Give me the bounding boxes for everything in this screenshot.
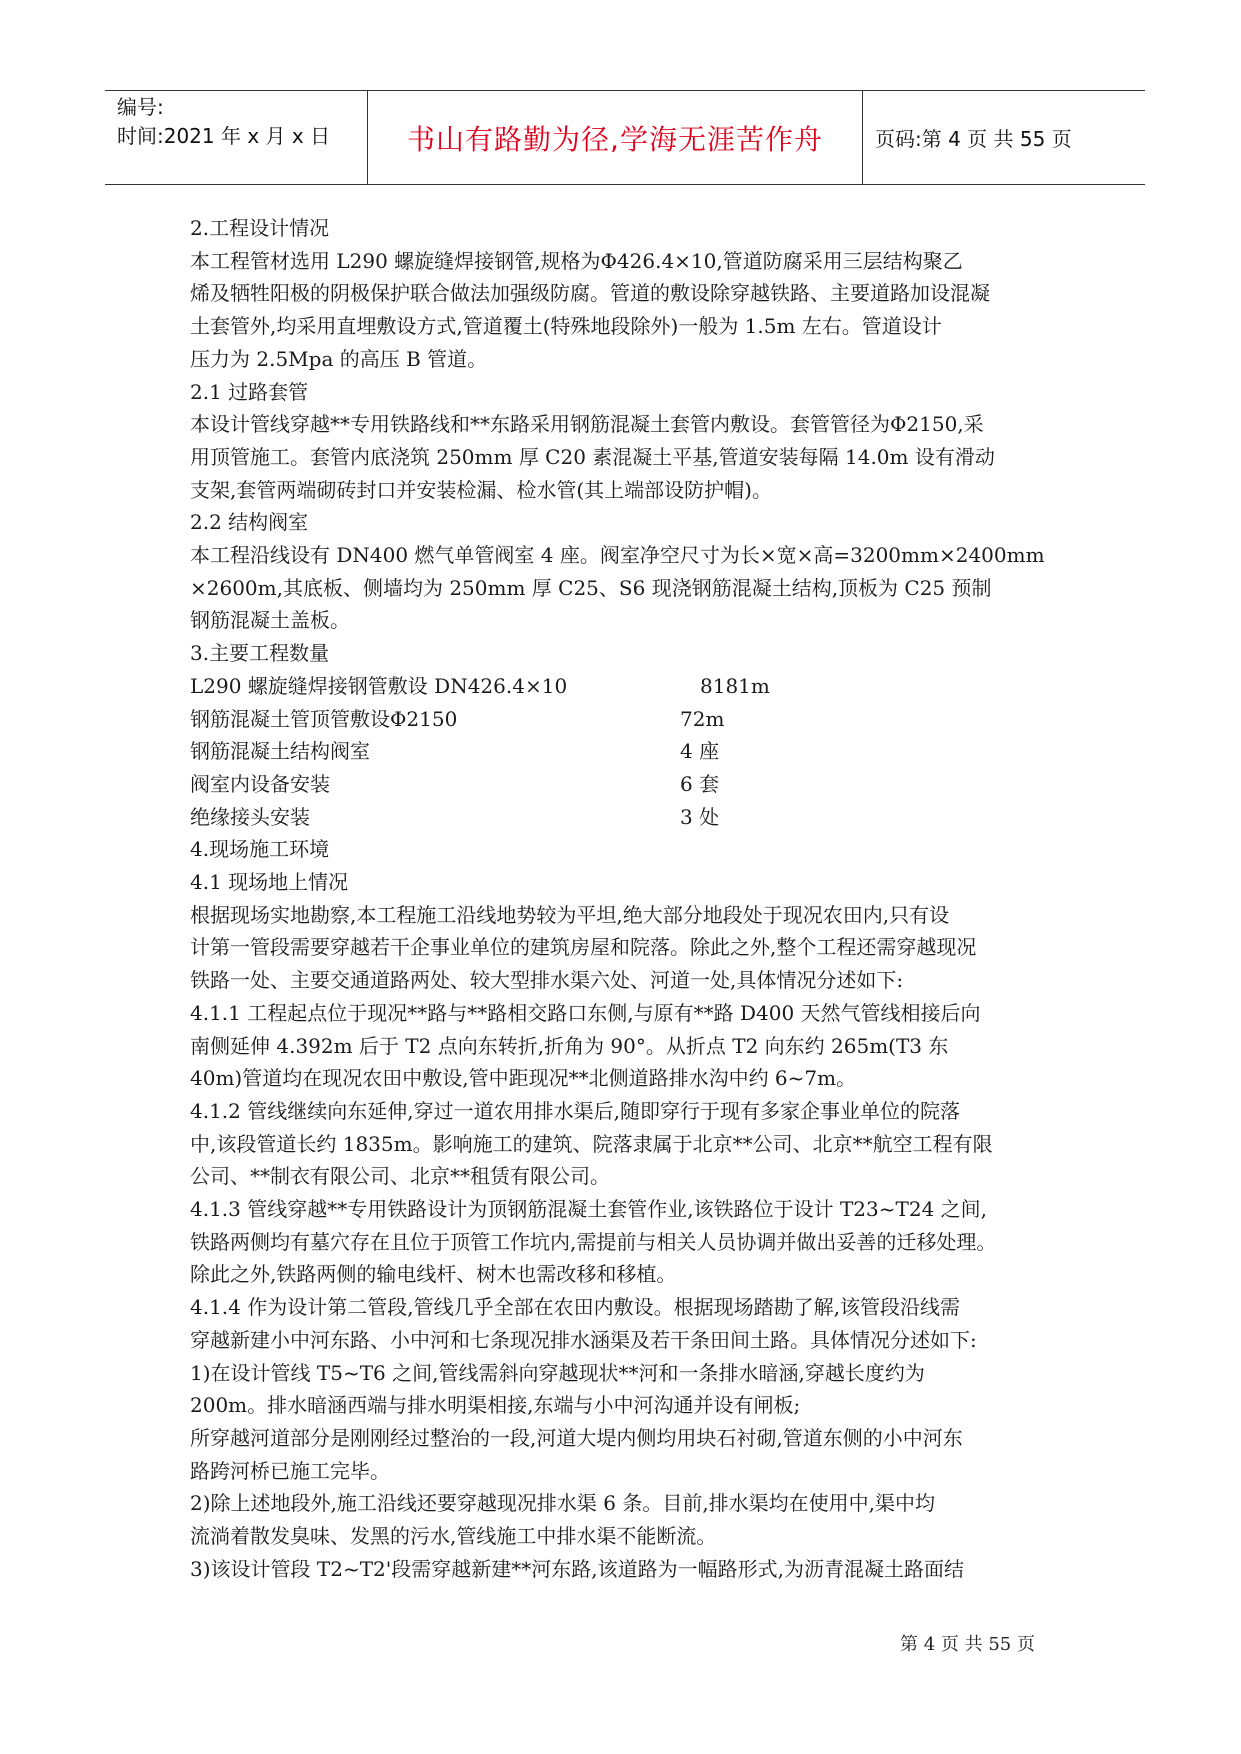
header-page-number: 页码:第 4 页 共 55 页: [875, 127, 1072, 151]
quantity-item: L290 螺旋缝焊接钢管敷设 DN426.4×10: [190, 673, 568, 698]
quantity-item: 钢筋混凝土管顶管敷设Φ2150: [190, 706, 458, 731]
quantity-row: [190, 735, 1060, 768]
quantity-value: 6 套: [680, 771, 720, 796]
text-line: 用顶管施工。套管内底浇筑 250mm 厚 C20 素混凝土平基,管道安装每隔 14.0m 设有滑动: [190, 444, 995, 469]
quantity-value: 4 座: [680, 739, 720, 764]
quantity-row: [190, 801, 1060, 834]
text-line: 2)除上述地段外,施工沿线还要穿越现况排水渠 6 条。目前,排水渠均在使用中,渠中均: [190, 1491, 936, 1516]
text-line: 本工程管材选用 L290 螺旋缝焊接钢管,规格为Φ426.4×10,管道防腐采用三层结构聚乙: [190, 248, 963, 273]
text-line: 4.1.4 作为设计第二管段,管线几乎全部在农田内敷设。根据现场踏勘了解,该管段沿线需: [190, 1295, 960, 1320]
quantity-row: [190, 768, 1060, 801]
quantity-row: [190, 703, 1060, 736]
body-section-design: [190, 212, 1060, 670]
text-line: 铁路两侧均有墓穴存在且位于顶管工作坑内,需提前与相关人员协调并做出妥善的迁移处理。: [190, 1229, 997, 1254]
page-footer: 第 4 页 共 55 页: [900, 1634, 1035, 1655]
text-line: 根据现场实地勘察,本工程施工沿线地势较为平坦,绝大部分地段处于现况农田内,只有设: [190, 902, 950, 927]
text-line: 2.2 结构阀室: [190, 510, 309, 535]
text-line: 2.1 过路套管: [190, 379, 309, 404]
quantity-value: 3 处: [680, 804, 720, 829]
text-line: 南侧延伸 4.392m 后于 T2 点向东转折,折角为 90°。从折点 T2 向东约 265m(T3 东: [190, 1033, 949, 1058]
document-number-label: 编号:: [117, 95, 164, 119]
text-line: ×2600m,其底板、侧墙均为 250mm 厚 C25、S6 现浇钢筋混凝土结构,顶板为 C25 预制: [190, 575, 992, 600]
text-line: 本设计管线穿越**专用铁路线和**东路采用钢筋混凝土套管内敷设。套管管径为Φ2150,采: [190, 412, 984, 437]
text-line: 计第一管段需要穿越若干企事业单位的建筑房屋和院落。除此之外,整个工程还需穿越现况: [190, 935, 977, 960]
body-section-environment: [190, 833, 1060, 1585]
text-line: 除此之外,铁路两侧的输电线杆、树木也需改移和移植。: [190, 1262, 677, 1287]
text-line: 4.1.2 管线继续向东延伸,穿过一道农用排水渠后,随即穿行于现有多家企事业单位的院落: [190, 1098, 960, 1123]
text-line: 压力为 2.5Mpa 的高压 B 管道。: [190, 346, 488, 371]
header-divider: [862, 91, 863, 184]
document-time-label: 时间:2021 年 x 月 x 日: [117, 124, 331, 148]
document-body: [190, 212, 1060, 1585]
header-meta: [117, 93, 330, 151]
header-motto: 书山有路勤为径,学海无涯苦作舟: [407, 122, 823, 156]
quantity-item: 钢筋混凝土结构阀室: [190, 739, 370, 764]
text-line: 所穿越河道部分是刚刚经过整治的一段,河道大堤内侧均用块石衬砌,管道东侧的小中河东: [190, 1425, 963, 1450]
text-line: 土套管外,均采用直埋敷设方式,管道覆土(特殊地段除外)一般为 1.5m 左右。管道设计: [190, 314, 942, 339]
text-line: 2.工程设计情况: [190, 216, 330, 240]
text-line: 本工程沿线设有 DN400 燃气单管阀室 4 座。阀室净空尺寸为长×宽×高=3200mm×2400mm: [190, 543, 1045, 568]
text-line: 烯及牺牲阳极的阴极保护联合做法加强级防腐。管道的敷设除穿越铁路、主要道路加设混凝: [190, 281, 990, 306]
quantity-value: 8181m: [700, 673, 770, 698]
text-line: 公司、**制衣有限公司、北京**租赁有限公司。: [190, 1164, 610, 1189]
text-line: 3.主要工程数量: [190, 641, 330, 666]
text-line: 穿越新建小中河东路、小中河和七条现况排水涵渠及若干条田间土路。具体情况分述如下:: [190, 1327, 977, 1352]
text-line: 路跨河桥已施工完毕。: [190, 1458, 390, 1483]
text-line: 支架,套管两端砌砖封口并安装检漏、检水管(其上端部设防护帽)。: [190, 477, 772, 502]
text-line: 4.现场施工环境: [190, 837, 330, 862]
text-line: 4.1.1 工程起点位于现况**路与**路相交路口东侧,与原有**路 D400 天然气管线相接后向: [190, 1000, 981, 1025]
header-divider: [367, 91, 368, 184]
text-line: 4.1 现场地上情况: [190, 869, 349, 894]
page-header: [105, 90, 1145, 185]
text-line: 钢筋混凝土盖板。: [190, 608, 350, 633]
text-line: 中,该段管道长约 1835m。影响施工的建筑、院落隶属于北京**公司、北京**航空工程有限: [190, 1131, 993, 1156]
text-line: 4.1.3 管线穿越**专用铁路设计为顶钢筋混凝土套管作业,该铁路位于设计 T23~T24 之间,: [190, 1197, 988, 1222]
quantity-list: [190, 670, 1060, 833]
quantity-item: 绝缘接头安装: [190, 804, 310, 829]
quantity-row: [190, 670, 1060, 703]
text-line: 流淌着散发臭味、发黑的污水,管线施工中排水渠不能断流。: [190, 1524, 717, 1549]
text-line: 3)该设计管段 T2~T2'段需穿越新建**河东路,该道路为一幅路形式,为沥青混凝土路面结: [190, 1556, 964, 1581]
quantity-item: 阀室内设备安装: [190, 771, 330, 796]
quantity-value: 72m: [680, 706, 725, 731]
text-line: 铁路一处、主要交通道路两处、较大型排水渠六处、河道一处,具体情况分述如下:: [190, 968, 904, 993]
text-line: 200m。排水暗涵西端与排水明渠相接,东端与小中河沟通并设有闸板;: [190, 1393, 801, 1418]
text-line: 40m)管道均在现况农田中敷设,管中距现况**北侧道路排水沟中约 6~7m。: [190, 1066, 857, 1091]
text-line: 1)在设计管线 T5~T6 之间,管线需斜向穿越现状**河和一条排水暗涵,穿越长度约为: [190, 1360, 925, 1385]
